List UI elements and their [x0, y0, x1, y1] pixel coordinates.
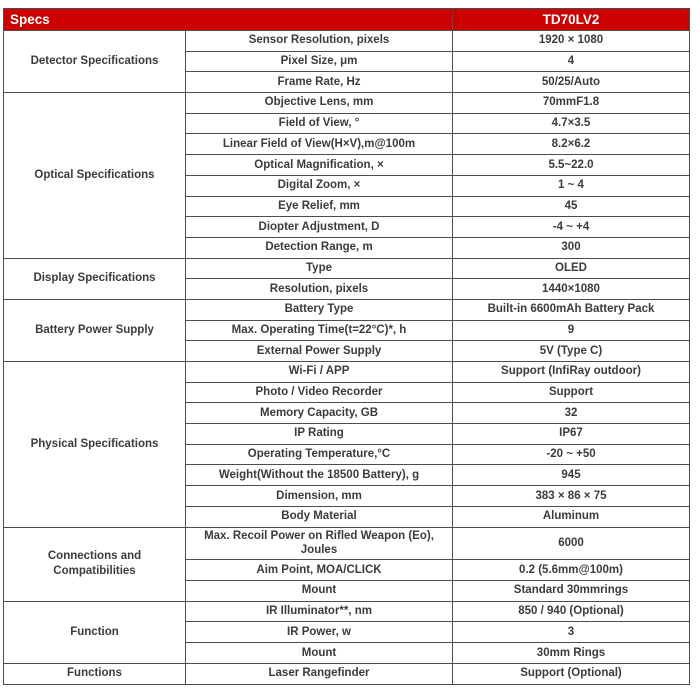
category-cell: Physical Specifications	[4, 362, 186, 528]
spec-label-cell: Type	[186, 258, 453, 279]
spec-label-cell: Diopter Adjustment, D	[186, 217, 453, 238]
category-cell: Function	[4, 601, 186, 663]
table-row	[4, 527, 690, 560]
spec-label-cell: Photo / Video Recorder	[186, 382, 453, 403]
table-row	[4, 258, 690, 279]
spec-label-cell: Operating Temperature,°C	[186, 444, 453, 465]
spec-label-cell: IR Illuminator**, nm	[186, 601, 453, 622]
spec-label-cell: Field of View, °	[186, 113, 453, 134]
spec-value-cell: 1 ~ 4	[453, 175, 690, 196]
spec-value-cell: Built-in 6600mAh Battery Pack	[453, 299, 690, 320]
spec-label-cell: Aim Point, MOA/CLICK	[186, 560, 453, 581]
table-row	[4, 601, 690, 622]
header-row	[4, 9, 690, 31]
category-cell: Optical Specifications	[4, 93, 186, 259]
spec-value-cell: 45	[453, 196, 690, 217]
spec-label-cell: External Power Supply	[186, 341, 453, 362]
spec-label-cell: Frame Rate, Hz	[186, 72, 453, 93]
spec-value-cell: Standard 30mmrings	[453, 581, 690, 602]
spec-value-cell: 5.5~22.0	[453, 155, 690, 176]
spec-label-cell: Resolution, pixels	[186, 279, 453, 300]
spec-value-cell: -4 ~ +4	[453, 217, 690, 238]
spec-value-cell: 30mm Rings	[453, 643, 690, 664]
spec-label-cell: Memory Capacity, GB	[186, 403, 453, 424]
spec-value-cell: 4	[453, 51, 690, 72]
spec-value-cell: IP67	[453, 424, 690, 445]
spec-label-cell: Pixel Size, μm	[186, 51, 453, 72]
spec-label-cell: Laser Rangefinder	[186, 663, 453, 684]
spec-label-cell: Battery Type	[186, 299, 453, 320]
spec-label-cell: Mount	[186, 643, 453, 664]
spec-value-cell: Support (Optional)	[453, 663, 690, 684]
table-row	[4, 299, 690, 320]
spec-label-cell: Linear Field of View(H×V),m@100m	[186, 134, 453, 155]
spec-value-cell: 8.2×6.2	[453, 134, 690, 155]
spec-value-cell: 0.2 (5.6mm@100m)	[453, 560, 690, 581]
spec-value-cell: 945	[453, 465, 690, 486]
category-cell: Display Specifications	[4, 258, 186, 299]
spec-label-cell: Max. Recoil Power on Rifled Weapon (Eo), Joules	[186, 527, 453, 560]
spec-value-cell: 6000	[453, 527, 690, 560]
table-row	[4, 663, 690, 684]
category-cell: Functions	[4, 663, 186, 684]
spec-value-cell: Aluminum	[453, 506, 690, 527]
spec-value-cell: 5V (Type C)	[453, 341, 690, 362]
spec-value-cell: 850 / 940 (Optional)	[453, 601, 690, 622]
table-row	[4, 93, 690, 114]
category-cell: Battery Power Supply	[4, 299, 186, 361]
spec-label-cell: Eye Relief, mm	[186, 196, 453, 217]
spec-value-cell: 300	[453, 237, 690, 258]
model-header-cell: TD70LV2	[453, 9, 690, 31]
spec-value-cell: 3	[453, 622, 690, 643]
spec-label-cell: Weight(Without the 18500 Battery), g	[186, 465, 453, 486]
spec-value-cell: -20 ~ +50	[453, 444, 690, 465]
table-row	[4, 31, 690, 52]
category-cell: Connections and Compatibilities	[4, 527, 186, 601]
spec-label-cell: IP Rating	[186, 424, 453, 445]
spec-label-cell: Max. Operating Time(t=22°C)*, h	[186, 320, 453, 341]
spec-label-cell: Sensor Resolution, pixels	[186, 31, 453, 52]
spec-label-cell: Body Material	[186, 506, 453, 527]
spec-label-cell: Wi-Fi / APP	[186, 362, 453, 383]
spec-label-cell: Digital Zoom, ×	[186, 175, 453, 196]
spec-value-cell: 9	[453, 320, 690, 341]
spec-table	[3, 8, 690, 685]
spec-value-cell: 32	[453, 403, 690, 424]
specs-header-cell: Specs	[4, 9, 453, 31]
category-cell: Detector Specifications	[4, 31, 186, 93]
spec-value-cell: 50/25/Auto	[453, 72, 690, 93]
spec-label-cell: Mount	[186, 581, 453, 602]
spec-value-cell: OLED	[453, 258, 690, 279]
table-row	[4, 362, 690, 383]
spec-value-cell: 70mmF1.8	[453, 93, 690, 114]
spec-value-cell: 4.7×3.5	[453, 113, 690, 134]
spec-value-cell: Support (InfiRay outdoor)	[453, 362, 690, 383]
spec-value-cell: 1920 × 1080	[453, 31, 690, 52]
spec-value-cell: Support	[453, 382, 690, 403]
spec-value-cell: 1440×1080	[453, 279, 690, 300]
spec-label-cell: Optical Magnification, ×	[186, 155, 453, 176]
spec-value-cell: 383 × 86 × 75	[453, 486, 690, 507]
spec-label-cell: Detection Range, m	[186, 237, 453, 258]
spec-label-cell: Dimension, mm	[186, 486, 453, 507]
spec-table-body	[4, 31, 690, 685]
spec-label-cell: IR Power, w	[186, 622, 453, 643]
spec-label-cell: Objective Lens, mm	[186, 93, 453, 114]
